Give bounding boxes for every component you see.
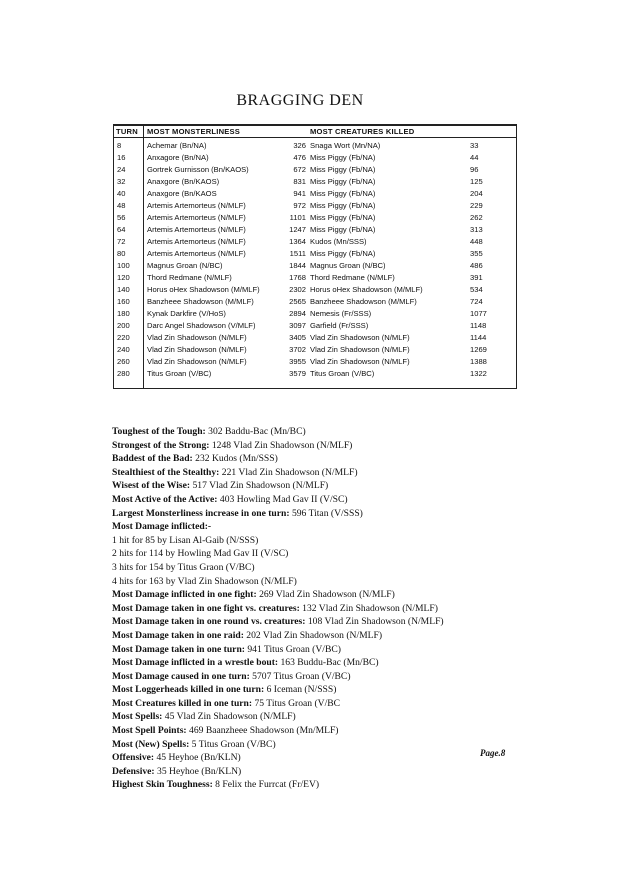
turn-cell: 180 bbox=[117, 309, 130, 318]
record-label: Most Damage inflicted in a wrestle bout: bbox=[112, 657, 279, 669]
table-row bbox=[114, 332, 516, 344]
creatures-killed-value-cell: 204 bbox=[470, 189, 483, 198]
creatures-killed-value-cell: 262 bbox=[470, 213, 483, 222]
record-line bbox=[112, 615, 552, 629]
record-label: Most (New) Spells: bbox=[112, 738, 190, 750]
creatures-killed-name-cell: Miss Piggy (Fb/NA) bbox=[310, 225, 376, 234]
creatures-killed-name-cell: Snaga Wort (Mn/NA) bbox=[310, 141, 381, 150]
turn-cell: 48 bbox=[117, 201, 126, 210]
monsterliness-value-cell: 1511 bbox=[289, 249, 306, 258]
bragging-table bbox=[113, 124, 517, 389]
record-value: 221 Vlad Zin Shadowson (N/MLF) bbox=[219, 466, 358, 478]
page-title: BRAGGING DEN bbox=[236, 92, 364, 109]
creatures-killed-value-cell: 1269 bbox=[470, 345, 487, 354]
monsterliness-name-cell: Artemis Artemorteus (N/MLF) bbox=[147, 249, 246, 258]
record-value: 232 Kudos (Mn/SSS) bbox=[192, 453, 278, 465]
record-line bbox=[112, 724, 552, 738]
turn-cell: 160 bbox=[117, 297, 130, 306]
record-value: 5 Titus Groan (V/BC) bbox=[189, 738, 276, 750]
creatures-killed-name-cell: Magnus Groan (N/BC) bbox=[310, 261, 386, 270]
table-body bbox=[114, 140, 516, 380]
turn-cell: 40 bbox=[117, 189, 126, 198]
turn-cell: 240 bbox=[117, 345, 130, 354]
monsterliness-name-cell: Vlad Zin Shadowson (N/MLF) bbox=[147, 333, 247, 342]
record-line bbox=[112, 507, 552, 521]
table-row bbox=[114, 356, 516, 368]
record-line bbox=[112, 602, 552, 616]
monsterliness-value-cell: 326 bbox=[293, 141, 306, 150]
record-value: 596 Titan (V/SSS) bbox=[289, 507, 363, 519]
record-value: 35 Heyhoe (Bn/KLN) bbox=[154, 765, 242, 777]
turn-cell: 280 bbox=[117, 369, 130, 378]
record-label: Most Damage taken in one round vs. creatures: bbox=[112, 616, 306, 628]
record-label: Wisest of the Wise: bbox=[112, 480, 191, 492]
record-line bbox=[112, 588, 552, 602]
creatures-killed-name-cell: Banzheee Shadowson (M/MLF) bbox=[310, 297, 417, 306]
table-row bbox=[114, 236, 516, 248]
monsterliness-value-cell: 1101 bbox=[289, 213, 306, 222]
record-line bbox=[112, 466, 552, 480]
header-most-monsterliness: MOST MONSTERLINESS bbox=[147, 127, 241, 136]
monsterliness-value-cell: 3579 bbox=[289, 369, 306, 378]
record-line bbox=[112, 643, 552, 657]
turn-cell: 16 bbox=[117, 153, 126, 162]
record-value: 517 Vlad Zin Shadowson (N/MLF) bbox=[190, 480, 329, 492]
monsterliness-name-cell: Artemis Artemorteus (N/MLF) bbox=[147, 225, 246, 234]
record-label: Most Damage taken in one raid: bbox=[112, 629, 244, 641]
record-label: Most Spells: bbox=[112, 711, 163, 723]
creatures-killed-name-cell: Miss Piggy (Fb/NA) bbox=[310, 189, 376, 198]
table-row bbox=[114, 368, 516, 380]
monsterliness-value-cell: 672 bbox=[293, 165, 306, 174]
monsterliness-name-cell: Anaxgore (Bn/KAOS bbox=[147, 189, 217, 198]
monsterliness-name-cell: Anaxgore (Bn/KAOS) bbox=[147, 177, 220, 186]
record-line bbox=[112, 710, 552, 724]
creatures-killed-name-cell: Miss Piggy (Fb/NA) bbox=[310, 165, 376, 174]
table-row bbox=[114, 176, 516, 188]
record-label: Stealthiest of the Stealthy: bbox=[112, 466, 220, 478]
creatures-killed-value-cell: 125 bbox=[470, 177, 483, 186]
record-line bbox=[112, 452, 552, 466]
table-row bbox=[114, 272, 516, 284]
creatures-killed-name-cell: Vlad Zin Shadowson (N/MLF) bbox=[310, 357, 410, 366]
record-label: Most Damage taken in one fight vs. creatures: bbox=[112, 602, 300, 614]
turn-cell: 56 bbox=[117, 213, 126, 222]
turn-cell: 8 bbox=[117, 141, 122, 150]
monsterliness-name-cell: Thord Redmane (N/MLF) bbox=[147, 273, 232, 282]
creatures-killed-value-cell: 355 bbox=[470, 249, 483, 258]
turn-cell: 220 bbox=[117, 333, 130, 342]
record-line bbox=[112, 765, 552, 779]
record-label: Most Damage inflicted:- bbox=[112, 521, 212, 533]
monsterliness-name-cell: Vlad Zin Shadowson (N/MLF) bbox=[147, 357, 247, 366]
record-value: 4 hits for 163 by Vlad Zin Shadowson (N/MLF) bbox=[112, 575, 297, 587]
monsterliness-name-cell: Magnus Groan (N/BC) bbox=[147, 261, 223, 270]
monsterliness-value-cell: 2565 bbox=[289, 297, 306, 306]
creatures-killed-name-cell: Nemesis (Fr/SSS) bbox=[310, 309, 372, 318]
header-most-creatures-killed: MOST CREATURES KILLED bbox=[310, 127, 415, 136]
record-value: 132 Vlad Zin Shadowson (N/MLF) bbox=[299, 602, 438, 614]
creatures-killed-value-cell: 1077 bbox=[470, 309, 487, 318]
record-value: 5707 Titus Groan (V/BC) bbox=[249, 670, 351, 682]
page-number: Page.8 bbox=[480, 748, 506, 758]
table-row bbox=[114, 140, 516, 152]
table-row bbox=[114, 188, 516, 200]
table-row bbox=[114, 260, 516, 272]
creatures-killed-name-cell: Thord Redmane (N/MLF) bbox=[310, 273, 395, 282]
record-label: Most Damage caused in one turn: bbox=[112, 670, 250, 682]
creatures-killed-value-cell: 96 bbox=[470, 165, 479, 174]
record-label: Offensive: bbox=[112, 752, 155, 764]
record-label: Highest Skin Toughness: bbox=[112, 779, 213, 791]
monsterliness-value-cell: 831 bbox=[293, 177, 306, 186]
record-label: Defensive: bbox=[112, 765, 155, 777]
monsterliness-name-cell: Vlad Zin Shadowson (N/MLF) bbox=[147, 345, 247, 354]
record-line bbox=[112, 656, 552, 670]
monsterliness-value-cell: 3097 bbox=[289, 321, 306, 330]
creatures-killed-value-cell: 33 bbox=[470, 141, 479, 150]
monsterliness-value-cell: 3955 bbox=[289, 357, 306, 366]
record-value: 45 Heyhoe (Bn/KLN) bbox=[154, 752, 241, 764]
record-line bbox=[112, 479, 552, 493]
record-line bbox=[112, 534, 552, 548]
record-line bbox=[112, 697, 552, 711]
record-line bbox=[112, 629, 552, 643]
monsterliness-value-cell: 476 bbox=[293, 153, 306, 162]
creatures-killed-value-cell: 448 bbox=[470, 237, 483, 246]
record-value: 2 hits for 114 by Howling Mad Gav II (V/SC) bbox=[112, 548, 289, 560]
creatures-killed-value-cell: 486 bbox=[470, 261, 483, 270]
record-line bbox=[112, 439, 552, 453]
table-row bbox=[114, 284, 516, 296]
creatures-killed-value-cell: 1144 bbox=[470, 333, 487, 342]
monsterliness-name-cell: Artemis Artemorteus (N/MLF) bbox=[147, 237, 246, 246]
monsterliness-value-cell: 1844 bbox=[289, 261, 306, 270]
turn-cell: 100 bbox=[117, 261, 130, 270]
record-value: 75 Titus Groan (V/BC bbox=[252, 697, 341, 709]
table-row bbox=[114, 344, 516, 356]
creatures-killed-name-cell: Miss Piggy (Fb/NA) bbox=[310, 213, 376, 222]
turn-cell: 80 bbox=[117, 249, 126, 258]
record-value: 8 Felix the Furrcat (Fr/EV) bbox=[212, 779, 320, 791]
table-row bbox=[114, 152, 516, 164]
record-value: 403 Howling Mad Gav II (V/SC) bbox=[217, 493, 348, 505]
table-row bbox=[114, 308, 516, 320]
record-label: Most Damage taken in one turn: bbox=[112, 643, 245, 655]
header-divider bbox=[114, 137, 516, 138]
monsterliness-value-cell: 3702 bbox=[289, 345, 306, 354]
table-row bbox=[114, 164, 516, 176]
record-label: Most Loggerheads killed in one turn: bbox=[112, 684, 265, 696]
record-value: 163 Buddu-Bac (Mn/BC) bbox=[278, 657, 379, 669]
turn-cell: 32 bbox=[117, 177, 126, 186]
table-row bbox=[114, 200, 516, 212]
record-value: 3 hits for 154 by Titus Graon (V/BC) bbox=[112, 561, 255, 573]
creatures-killed-value-cell: 313 bbox=[470, 225, 483, 234]
creatures-killed-value-cell: 534 bbox=[470, 285, 483, 294]
header-turn: TURN bbox=[116, 127, 138, 136]
turn-cell: 120 bbox=[117, 273, 130, 282]
record-value: 202 Vlad Zin Shadowson (N/MLF) bbox=[243, 629, 383, 641]
monsterliness-name-cell: Titus Groan (V/BC) bbox=[147, 369, 212, 378]
monsterliness-value-cell: 2894 bbox=[289, 309, 306, 318]
creatures-killed-value-cell: 724 bbox=[470, 297, 483, 306]
record-label: Most Spell Points: bbox=[112, 725, 187, 737]
creatures-killed-value-cell: 229 bbox=[470, 201, 483, 210]
creatures-killed-name-cell: Miss Piggy (Fb/NA) bbox=[310, 177, 376, 186]
monsterliness-name-cell: Achemar (Bn/NA) bbox=[147, 141, 207, 150]
record-line bbox=[112, 561, 552, 575]
monsterliness-value-cell: 1768 bbox=[289, 273, 306, 282]
record-label: Baddest of the Bad: bbox=[112, 453, 193, 465]
record-value: 941 Titus Groan (V/BC) bbox=[244, 643, 341, 655]
record-label: Toughest of the Tough: bbox=[112, 426, 206, 437]
creatures-killed-name-cell: Vlad Zin Shadowson (N/MLF) bbox=[310, 345, 410, 354]
monsterliness-value-cell: 2302 bbox=[289, 285, 306, 294]
creatures-killed-value-cell: 44 bbox=[470, 153, 479, 162]
record-label: Strongest of the Strong: bbox=[112, 439, 210, 451]
record-line bbox=[112, 493, 552, 507]
table-row bbox=[114, 296, 516, 308]
turn-cell: 72 bbox=[117, 237, 126, 246]
creatures-killed-name-cell: Miss Piggy (Fb/NA) bbox=[310, 153, 376, 162]
record-line bbox=[112, 547, 552, 561]
record-value: 269 Vlad Zin Shadowson (N/MLF) bbox=[256, 589, 395, 601]
record-value: 1248 Vlad Zin Shadowson (N/MLF) bbox=[209, 439, 353, 451]
records-list bbox=[112, 425, 552, 792]
record-line bbox=[112, 520, 552, 534]
monsterliness-name-cell: Artemis Artemorteus (N/MLF) bbox=[147, 213, 246, 222]
table-row bbox=[114, 212, 516, 224]
record-value: 1 hit for 85 by Lisan Al-Gaib (N/SSS) bbox=[112, 534, 259, 546]
turn-cell: 64 bbox=[117, 225, 126, 234]
record-line bbox=[112, 575, 552, 589]
monsterliness-name-cell: Artemis Artemorteus (N/MLF) bbox=[147, 201, 246, 210]
monsterliness-name-cell: Darc Angel Shadowson (V/MLF) bbox=[147, 321, 256, 330]
monsterliness-name-cell: Horus oHex Shadowson (M/MLF) bbox=[147, 285, 260, 294]
turn-cell: 140 bbox=[117, 285, 130, 294]
creatures-killed-name-cell: Miss Piggy (Fb/NA) bbox=[310, 201, 376, 210]
creatures-killed-name-cell: Miss Piggy (Fb/NA) bbox=[310, 249, 376, 258]
creatures-killed-name-cell: Kudos (Mn/SSS) bbox=[310, 237, 367, 246]
creatures-killed-name-cell: Titus Groan (V/BC) bbox=[310, 369, 375, 378]
record-label: Most Damage inflicted in one fight: bbox=[112, 589, 257, 601]
creatures-killed-value-cell: 1388 bbox=[470, 357, 487, 366]
record-line bbox=[112, 425, 552, 439]
monsterliness-name-cell: Kynak Darkfire (V/HoS) bbox=[147, 309, 226, 318]
creatures-killed-name-cell: Garfield (Fr/SSS) bbox=[310, 321, 369, 330]
record-line bbox=[112, 670, 552, 684]
monsterliness-value-cell: 972 bbox=[293, 201, 306, 210]
record-label: Most Creatures killed in one turn: bbox=[112, 697, 253, 709]
record-value: 302 Baddu-Bac (Mn/BC) bbox=[205, 426, 306, 437]
record-line bbox=[112, 778, 552, 792]
monsterliness-value-cell: 941 bbox=[293, 189, 306, 198]
creatures-killed-value-cell: 1148 bbox=[470, 321, 487, 330]
record-value: 108 Vlad Zin Shadowson (N/MLF) bbox=[305, 616, 444, 628]
turn-cell: 200 bbox=[117, 321, 130, 330]
creatures-killed-name-cell: Vlad Zin Shadowson (N/MLF) bbox=[310, 333, 410, 342]
monsterliness-value-cell: 1364 bbox=[289, 237, 306, 246]
creatures-killed-name-cell: Horus oHex Shadowson (M/MLF) bbox=[310, 285, 423, 294]
creatures-killed-value-cell: 1322 bbox=[470, 369, 487, 378]
monsterliness-value-cell: 3405 bbox=[289, 333, 306, 342]
record-value: 469 Baanzheee Shadowson (Mn/MLF) bbox=[186, 725, 339, 737]
record-label: Most Active of the Active: bbox=[112, 493, 218, 505]
monsterliness-name-cell: Gortrek Gurnisson (Bn/KAOS) bbox=[147, 165, 249, 174]
record-label: Largest Monsterliness increase in one turn: bbox=[112, 507, 290, 519]
record-line bbox=[112, 683, 552, 697]
record-value: 6 Iceman (N/SSS) bbox=[264, 684, 337, 696]
table-row bbox=[114, 224, 516, 236]
table-row bbox=[114, 320, 516, 332]
table-row bbox=[114, 248, 516, 260]
turn-cell: 24 bbox=[117, 165, 126, 174]
creatures-killed-value-cell: 391 bbox=[470, 273, 483, 282]
monsterliness-name-cell: Anxagore (Bn/NA) bbox=[147, 153, 209, 162]
monsterliness-value-cell: 1247 bbox=[289, 225, 306, 234]
record-value: 45 Vlad Zin Shadowson (N/MLF) bbox=[162, 711, 296, 723]
monsterliness-name-cell: Banzheee Shadowson (M/MLF) bbox=[147, 297, 254, 306]
turn-cell: 260 bbox=[117, 357, 130, 366]
